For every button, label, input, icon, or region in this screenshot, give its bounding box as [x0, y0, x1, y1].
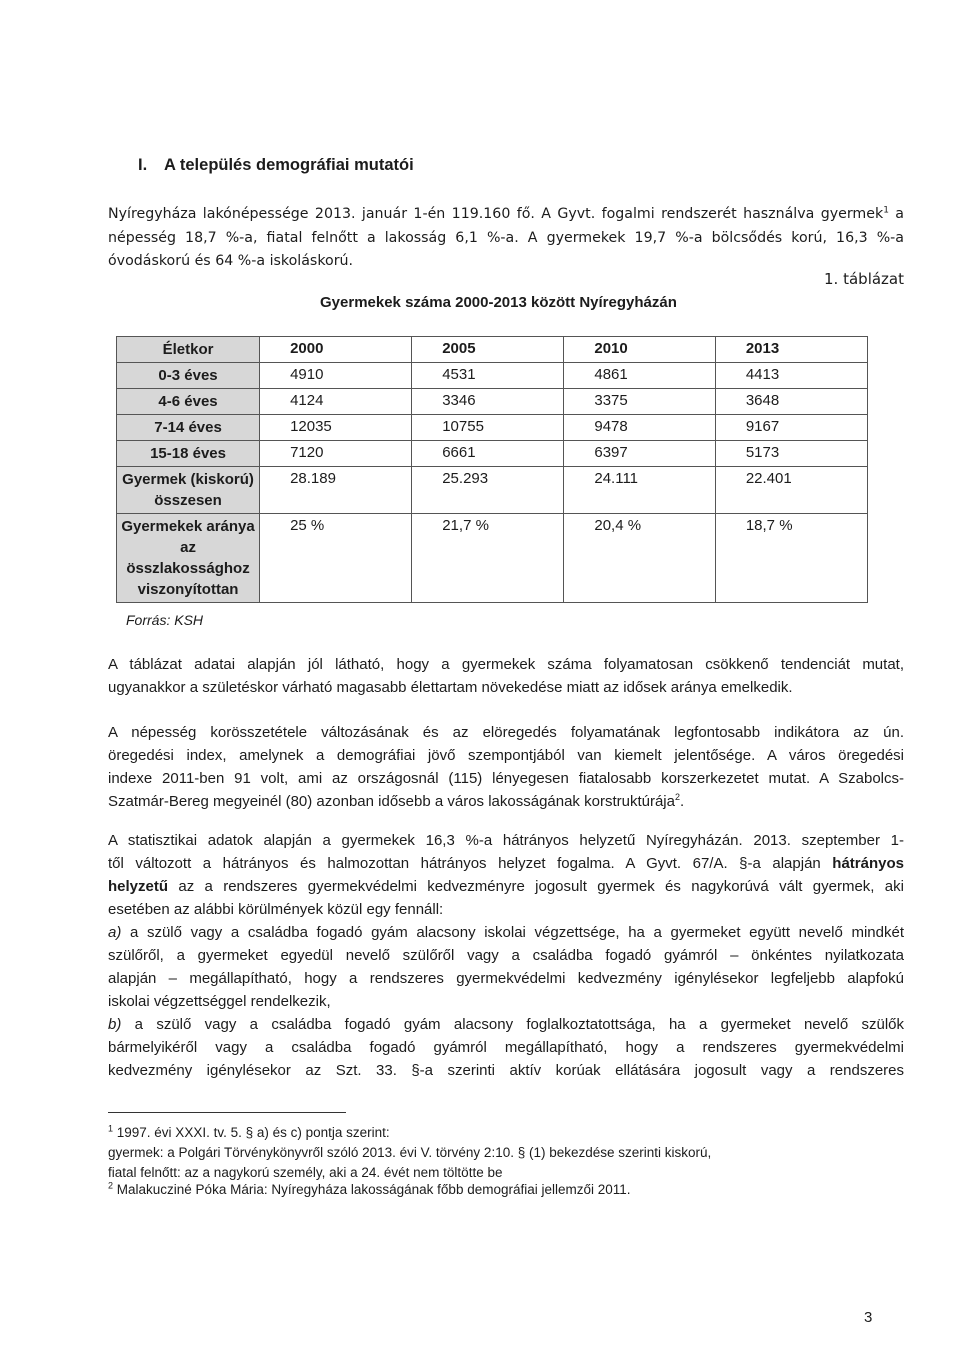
section-heading [138, 156, 414, 175]
value-cell: 9167 [715, 415, 867, 441]
value-cell: 6397 [564, 441, 715, 467]
section-number: I. [138, 156, 148, 174]
value-cell: 3375 [564, 389, 715, 415]
footnote-ref-2[interactable]: 2 [674, 792, 680, 802]
section-title: A település demográfiai mutatói [164, 156, 414, 174]
table-number: 1. táblázat [824, 270, 904, 288]
value-cell: 4910 [260, 363, 412, 389]
value-cell: 21,7 % [412, 514, 564, 603]
table-row [117, 441, 868, 467]
value-cell: 25.293 [412, 467, 564, 514]
paragraph-3-line-1: A statisztikai adatok alapján a gyermekek 16,3 %-a hátrányos helyzetű Nyíregyházán. 2013. szeptember 1- [108, 832, 904, 849]
table-header-row [117, 337, 868, 363]
value-cell: 2010 [564, 337, 715, 363]
item-b-line-3: kedvezmény igénylésekor az Szt. 33. §-a szerinti aktív korúak ellátására jogosult vagy a rendszeres [108, 1062, 904, 1079]
footnote-2-marker: 2 [108, 1180, 114, 1191]
item-b-line-1-text: a szülő vagy a családba fogadó gyám alacsony foglalkoztatottsága, ha a gyermeket nevelő szülők [121, 1016, 904, 1033]
paragraph-2 [108, 721, 904, 813]
row-label-cell: 0-3 éves [117, 363, 260, 389]
paragraph-3 [108, 829, 904, 1082]
value-cell: 12035 [260, 415, 412, 441]
value-cell: 2000 [260, 337, 412, 363]
footnote-2 [108, 1180, 904, 1200]
value-cell: 5173 [715, 441, 867, 467]
footnote-1-line-1-text: 1997. évi XXXI. tv. 5. § a) és c) pontja szerint: [113, 1125, 390, 1140]
footnote-1-line-2: gyermek: a Polgári Törvénykönyvről szóló 2013. évi V. törvény 2:10. § (1) bekezdése szerinti kiskorú, [108, 1145, 712, 1160]
footnote-divider [108, 1112, 346, 1113]
item-a-line-3: alapján – megállapítható, hogy a rendszeres gyermekvédelmi kedvezmény igénylésekor legfeljebb alapfokú [108, 970, 904, 987]
item-b-line-2: bármelyikéről vagy a családba fogadó gyámról megállapítható, hogy a rendszeres gyermekvédelmi [108, 1039, 904, 1056]
paragraph-1-line-2: ugyanakkor a születéskor várható magasabb élettartam növekedése miatt az idősek aránya emelkedik. [108, 679, 793, 696]
item-a-line-2: szülőről, a gyermeket egyedül nevelő szülőről vagy a családba fogadó gyámról – önkéntes nyilatkozata [108, 947, 904, 964]
term-hatranyos: hátrányos [832, 855, 904, 872]
row-label-cell: Gyermek (kiskorú) összesen [117, 467, 260, 514]
paragraph-3-line-4: esetében az alábbi körülmények közül egy fennáll: [108, 901, 444, 918]
value-cell: 20,4 % [564, 514, 715, 603]
paragraph-1 [108, 653, 904, 699]
paragraph-3-line-3-text: az a rendszeres gyermekvédelmi kedvezményre jogosult gyermek és nagykorúvá vált gyermek, aki [168, 878, 904, 895]
value-cell: 2013 [715, 337, 867, 363]
table-source: Forrás: KSH [126, 612, 204, 628]
row-label-cell: Életkor [117, 337, 260, 363]
footnote-2-line-1-text: Malakucziné Póka Mária: Nyíregyháza lakosságának főbb demográfiai jellemzői 2011. [113, 1182, 631, 1197]
item-b-line-1 [108, 1013, 904, 1036]
intro-line-3: óvodáskorú és 64 %-a iskoláskorú. [108, 253, 354, 269]
footnote-1-line-3: fiatal felnőtt: az a nagykorú személy, aki a 24. évét nem töltötte be [108, 1165, 503, 1180]
value-cell: 24.111 [564, 467, 715, 514]
paragraph-2-line-4-end: . [679, 793, 685, 810]
value-cell: 25 % [260, 514, 412, 603]
value-cell: 18,7 % [715, 514, 867, 603]
paragraph-3-line-2-text: től változott a hátrányos és halmozottan hátrányos helyzet fogalma. A Gyvt. 67/A. §-a alapján [108, 855, 833, 872]
value-cell: 10755 [412, 415, 564, 441]
item-a-marker: a) [108, 924, 122, 941]
paragraph-3-line-2 [108, 852, 904, 875]
paragraph-2-line-2: öregedési index, amelynek a demográfiai jövő szempontjából van kiemelt jelentősége. A város öregedési [108, 747, 904, 764]
row-label-cell: 4-6 éves [117, 389, 260, 415]
row-label-cell: 7-14 éves [117, 415, 260, 441]
table-row [117, 363, 868, 389]
item-b-marker: b) [108, 1016, 122, 1033]
paragraph-2-line-3: indexe 2011-ben 91 volt, ami az országosnál (115) lényegesen fiatalosabb korszerkezetet mutat. A Szabolcs- [108, 770, 904, 787]
value-cell: 9478 [564, 415, 715, 441]
value-cell: 28.189 [260, 467, 412, 514]
value-cell: 4413 [715, 363, 867, 389]
footnote-1-line-1 [108, 1123, 904, 1143]
value-cell: 3648 [715, 389, 867, 415]
intro-line-1: Nyíregyháza lakónépessége 2013. január 1-én 119.160 fő. A Gyvt. fogalmi rendszerét használva gyermek [108, 206, 884, 222]
row-label-cell: Gyermekek aránya az összlakossághoz viszonyítottan [117, 514, 260, 603]
table-title: Gyermekek száma 2000-2013 között Nyíregyházán [320, 294, 677, 311]
paragraph-3-line-3 [108, 875, 904, 898]
footnote-1 [108, 1123, 904, 1183]
item-a-line-4: iskolai végzettséggel rendelkezik, [108, 993, 331, 1010]
value-cell: 7120 [260, 441, 412, 467]
value-cell: 4124 [260, 389, 412, 415]
value-cell: 2005 [412, 337, 564, 363]
item-a-line-1-text: a szülő vagy a családba fogadó gyám alacsony iskolai végzettsége, ha a gyermeket együtt nevelő mindkét [121, 924, 904, 941]
paragraph-2-line-1: A népesség korösszetétele változásának és az elöregedés folyamatának legfontosabb indikátora az ún. [108, 724, 904, 741]
footnote-1-marker: 1 [108, 1123, 114, 1134]
value-cell: 3346 [412, 389, 564, 415]
intro-paragraph [108, 203, 904, 274]
paragraph-2-line-4: Szatmár-Bereg megyeinél (80) azonban idősebb a város lakosságának korstruktúrája [108, 793, 675, 810]
intro-line-2: népesség 18,7 %-a, fiatal felnőtt a lakosság 6,1 %-a. A gyermekek 19,7 %-a bölcsődés korú, 16,3 %-a [108, 229, 904, 246]
table-row [117, 389, 868, 415]
table-row [117, 415, 868, 441]
value-cell: 4531 [412, 363, 564, 389]
paragraph-1-line-1: A táblázat adatai alapján jól látható, hogy a gyermekek száma folyamatosan csökkenő tendenciát mutat, [108, 656, 904, 673]
term-helyzetu: helyzetű [108, 878, 169, 895]
table-row [117, 514, 868, 603]
footnote-2-line-1 [108, 1180, 904, 1200]
value-cell: 6661 [412, 441, 564, 467]
footnote-ref-1[interactable]: 1 [883, 205, 889, 216]
paragraph-2-line-4-wrap [108, 790, 904, 813]
value-cell: 22.401 [715, 467, 867, 514]
page-number: 3 [864, 1309, 873, 1326]
value-cell: 4861 [564, 363, 715, 389]
children-count-table [116, 336, 868, 603]
table-row [117, 467, 868, 514]
intro-line-1-end: a [888, 206, 904, 222]
item-a-line-1 [108, 921, 904, 944]
row-label-cell: 15-18 éves [117, 441, 260, 467]
